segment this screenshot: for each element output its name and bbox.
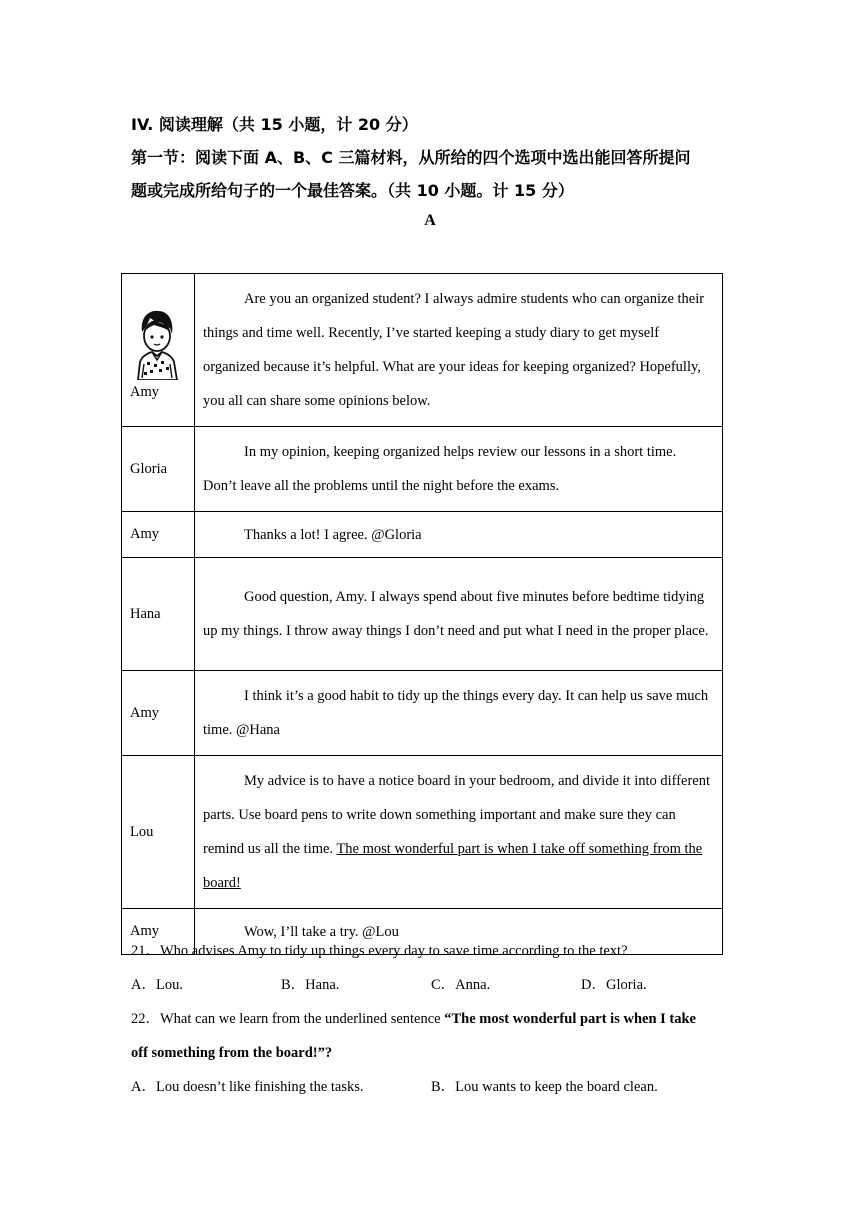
forum-row (122, 427, 723, 512)
forum-name-cell (122, 512, 195, 558)
forum-message: Are you an organized student? I always admire students who can organize their things and time well. Recently, I’ve started keeping a study diary to get myself organized because it’s helpful. What are your ideas for keeping organized? Hopefully, you all can share some opinions below. (203, 291, 705, 409)
forum-name-cell (122, 558, 195, 671)
forum-name-cell (122, 756, 195, 909)
forum-message: Thanks a lot! I agree. @Gloria (244, 526, 422, 543)
forum-author: Lou (130, 823, 154, 840)
option-a[interactable]: A．Lou doesn’t like finishing the tasks. (131, 1079, 364, 1095)
question-22-quote-1: “The most wonderful part is when I take (444, 1011, 696, 1027)
forum-author: Amy (130, 383, 159, 400)
section-instruction-line-2: 题或完成所给句子的一个最佳答案。（共 10 小题。计 15 分） (131, 181, 574, 200)
forum-author: Amy (130, 923, 159, 939)
forum-name-cell (122, 427, 195, 512)
forum-author: Amy (130, 704, 159, 721)
questions-block (131, 934, 741, 1104)
forum-message-cell (195, 558, 723, 671)
forum-message: Good question, Amy. I always spend about five minutes before bedtime tidying up my things. I throw away things I don’t need and put what I need in the proper place. (203, 589, 709, 639)
forum-author: Hana (130, 605, 161, 622)
question-22-quote-2: off something from the board!”? (131, 1045, 333, 1061)
forum-row (122, 274, 723, 427)
option-c[interactable]: C．Anna. (431, 977, 491, 993)
forum-message: Wow, I’ll take a try. @Lou (244, 923, 399, 940)
forum-row (122, 756, 723, 909)
option-b[interactable]: B．Hana. (281, 977, 340, 993)
forum-row (122, 512, 723, 558)
question-21-options (131, 968, 741, 1002)
passage-label: A (424, 212, 436, 229)
forum-message: In my opinion, keeping organized helps review our lessons in a short time. Don’t leave all the problems until the night before the exams. (203, 444, 677, 494)
forum-message-cell (195, 512, 723, 558)
forum-message-cell (195, 756, 723, 909)
forum-name-cell (122, 671, 195, 756)
question-22-prefix: 22．What can we learn from the underlined sentence (131, 1011, 445, 1027)
section-instruction-line-1: 第一节：阅读下面 A、B、C 三篇材料，从所给的四个选项中选出能回答所提问 (131, 148, 691, 167)
forum-message (203, 764, 712, 900)
option-b[interactable]: B．Lou wants to keep the board clean. (431, 1079, 658, 1095)
forum-table (121, 273, 723, 955)
forum-message-cell (195, 671, 723, 756)
forum-message: I think it’s a good habit to tidy up the things every day. It can help us save much time. @Hana (203, 688, 709, 738)
underlined-sentence: The most wonderful part is when I take off something from the board! (203, 841, 703, 891)
section-heading (131, 108, 741, 207)
forum-message-text: My advice is to have a notice board in your bedroom, and divide it into different parts. Use board pens to write down something important and make sure they can remind us all the time. (203, 773, 711, 857)
forum-name-cell (122, 274, 195, 427)
forum-author: Gloria (130, 460, 168, 477)
forum-message-cell (195, 274, 723, 427)
avatar-icon (130, 308, 182, 380)
forum-row (122, 558, 723, 671)
question-22-stem (131, 1002, 741, 1036)
question-22-options (131, 1070, 741, 1104)
question-21-stem: 21．Who advises Amy to tidy up things every day to save time according to the text? (131, 943, 628, 959)
option-a[interactable]: A．Lou. (131, 977, 183, 993)
section-title: IV. 阅读理解（共 15 小题，计 20 分） (131, 115, 418, 134)
forum-message-cell (195, 427, 723, 512)
forum-author: Amy (130, 526, 159, 542)
forum-row (122, 671, 723, 756)
option-d[interactable]: D．Gloria. (581, 977, 647, 993)
